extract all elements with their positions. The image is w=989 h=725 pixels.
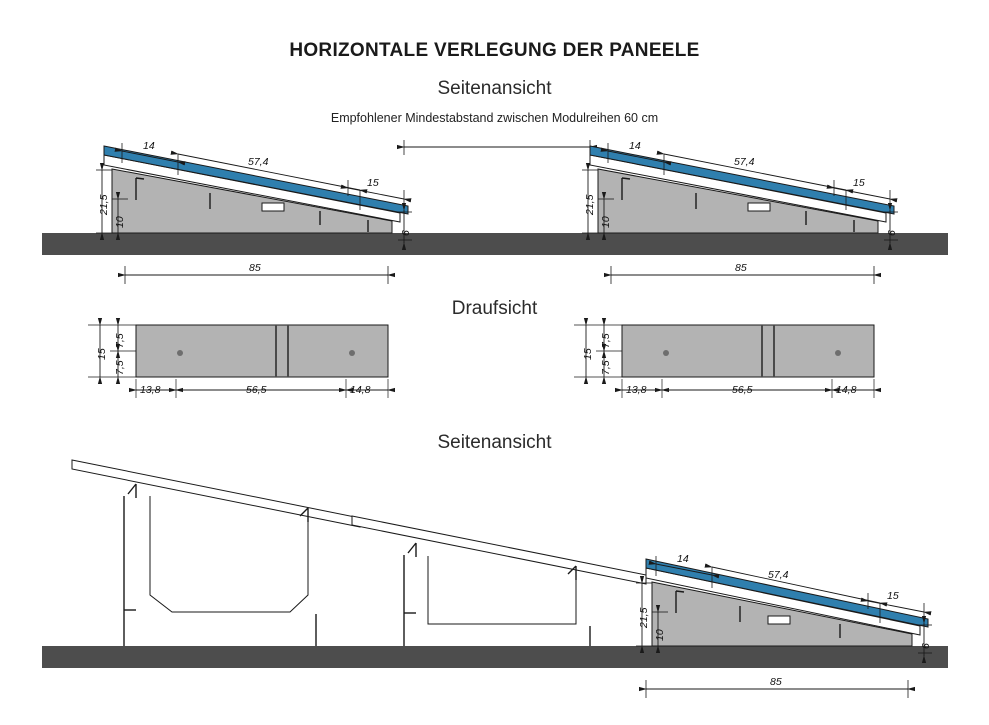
ground-bar-top (42, 233, 948, 255)
dim-label-a-top-long: 57,4 (248, 156, 269, 168)
plan-b-hole-right (835, 350, 841, 356)
dim-label-a-mid-right: 15 (367, 177, 379, 189)
section-label-side-view-top: Seitenansicht (437, 78, 552, 99)
plan-b-hole-left (663, 350, 669, 356)
dim-label-a-height-left: 21,5 (98, 194, 110, 215)
dim-label-a-base-width: 85 (249, 262, 261, 274)
plan-a-hole-right (349, 350, 355, 356)
plan-b (622, 325, 874, 377)
dim-label-plan-a-height-upper: 7,5 (114, 333, 126, 348)
assembly-a-clamp (262, 203, 284, 211)
dim-label-c-top-long: 57,4 (768, 569, 789, 581)
rail-long-1 (72, 460, 360, 527)
dim-label-a-height-left-inner: 10 (114, 216, 126, 228)
dim-label-b-base-width: 85 (735, 262, 747, 274)
dim-row-distance (404, 140, 590, 155)
dim-label-plan-a-height-total: 15 (96, 348, 108, 360)
dim-label-c-top-short: 14 (677, 553, 689, 565)
dim-label-b-top-short: 14 (629, 140, 641, 152)
section-label-side-view-bottom: Seitenansicht (437, 432, 552, 453)
dim-label-b-height-left: 21,5 (584, 194, 596, 215)
dim-label-plan-a-right: 14,8 (350, 384, 371, 396)
dim-label-c-base-width: 85 (770, 676, 782, 688)
minimum-distance-note: Empfohlener Mindestabstand zwischen Modulreihen 60 cm (330, 111, 659, 125)
dim-label-plan-a-center: 56,5 (246, 384, 267, 396)
assembly-c-clamp (768, 616, 790, 624)
dim-label-b-mid-right: 15 (853, 177, 865, 189)
dim-label-a-height-right: 6 (400, 230, 412, 236)
dim-label-plan-b-center: 56,5 (732, 384, 753, 396)
dim-label-c-height-right: 6 (920, 643, 932, 649)
rail-long-2 (352, 516, 646, 584)
dim-label-plan-b-left: 13,8 (626, 384, 647, 396)
dim-label-c-height-left: 21,5 (638, 607, 650, 628)
dim-label-plan-b-height-lower: 7,5 (600, 360, 612, 375)
assembly-b-clamp (748, 203, 770, 211)
dim-label-c-height-left-inner: 10 (654, 629, 666, 641)
dim-label-plan-a-height-lower: 7,5 (114, 360, 126, 375)
dim-label-b-top-long: 57,4 (734, 156, 755, 168)
dim-label-plan-a-left: 13,8 (140, 384, 161, 396)
plan-a (136, 325, 388, 377)
ground-bar-bottom (42, 646, 948, 668)
dim-label-plan-b-height-upper: 7,5 (600, 333, 612, 348)
dim-label-b-height-left-inner: 10 (600, 216, 612, 228)
dim-label-b-height-right: 6 (886, 230, 898, 236)
dim-label-plan-b-right: 14,8 (836, 384, 857, 396)
dim-label-plan-b-height-total: 15 (582, 348, 594, 360)
dim-label-a-top-short: 14 (143, 140, 155, 152)
dim-label-c-mid-right: 15 (887, 590, 899, 602)
section-label-top-view: Draufsicht (451, 298, 538, 319)
page-title: HORIZONTALE VERLEGUNG DER PANEELE (289, 40, 700, 61)
plan-a-hole-left (177, 350, 183, 356)
